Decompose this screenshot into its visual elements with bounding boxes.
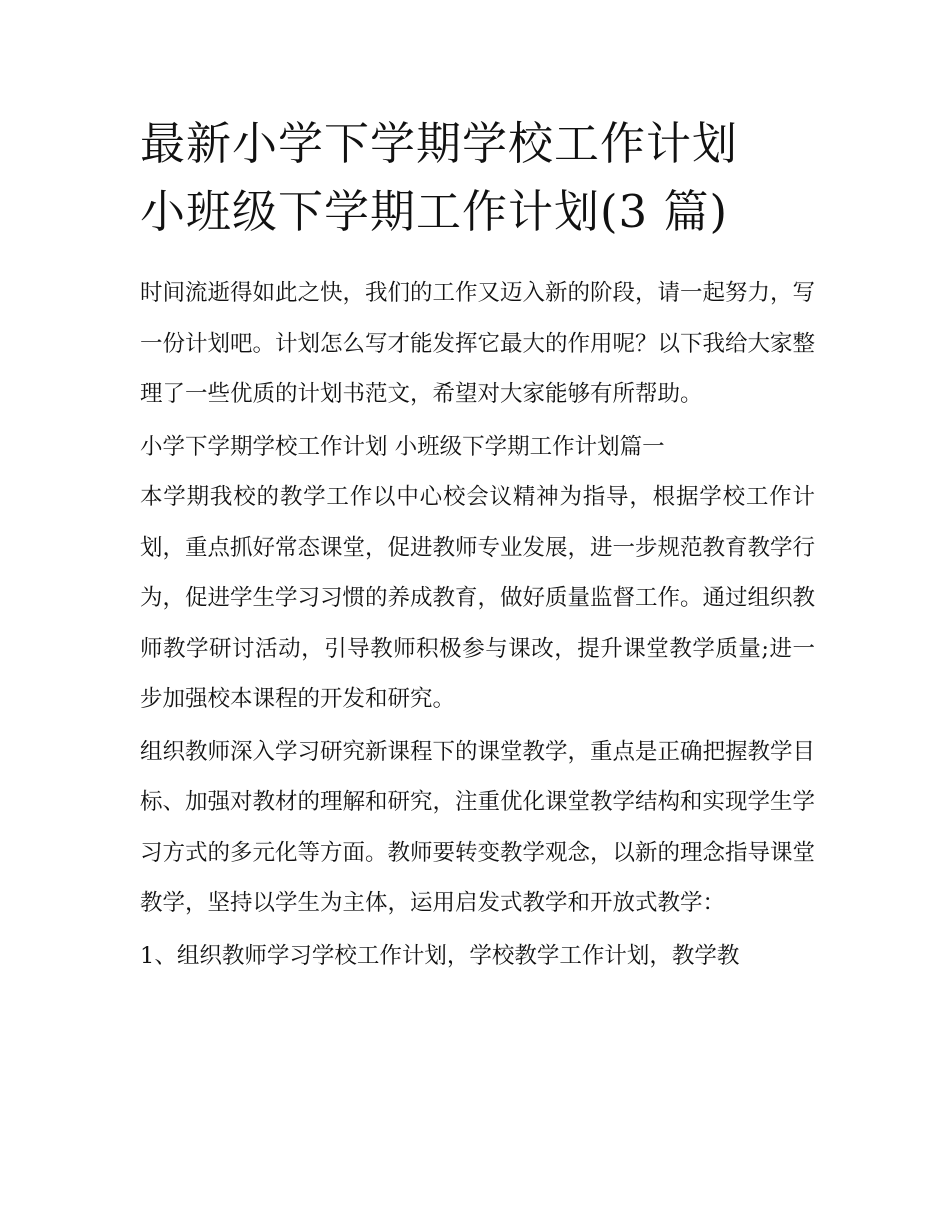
body-paragraph-2: 组织教师深入学习研究新课程下的课堂教学，重点是正确把握教学目标、加强对教材的理解和研究，注重优化课堂教学结构和实现学生学习方式的多元化等方面。教师要转变教学观念，以新的理念指导课堂教学，坚持以学生为主体，运用启发式教学和开放式教学： [140, 738, 816, 916]
body-paragraph-1: 本学期我校的教学工作以中心校会议精神为指导，根据学校工作计划，重点抓好常态课堂，促进教师专业发展，进一步规范教育教学行为，促进学生学习习惯的养成教育，做好质量监督工作。通过组织教师教学研讨活动，引导教师积极参与课改，提升课堂教学质量;进一步加强校本课程的开发和研究。 [140, 484, 816, 712]
title-line-2: 小班级下学期工作计划(3 篇) [140, 185, 729, 238]
title-line-1: 最新小学下学期学校工作计划 [140, 117, 739, 170]
document-title [140, 110, 815, 246]
intro-paragraph: 时间流逝得如此之快，我们的工作又迈入新的阶段，请一起努力，写一份计划吧。计划怎么写才能发挥它最大的作用呢？以下我给大家整理了一些优质的计划书范文，希望对大家能够有所帮助。 [140, 280, 816, 407]
list-item-1: 1、组织教师学习学校工作计划，学校教学工作计划，教学教 [140, 942, 740, 969]
section-heading: 小学下学期学校工作计划 小班级下学期工作计划篇一 [140, 433, 665, 460]
